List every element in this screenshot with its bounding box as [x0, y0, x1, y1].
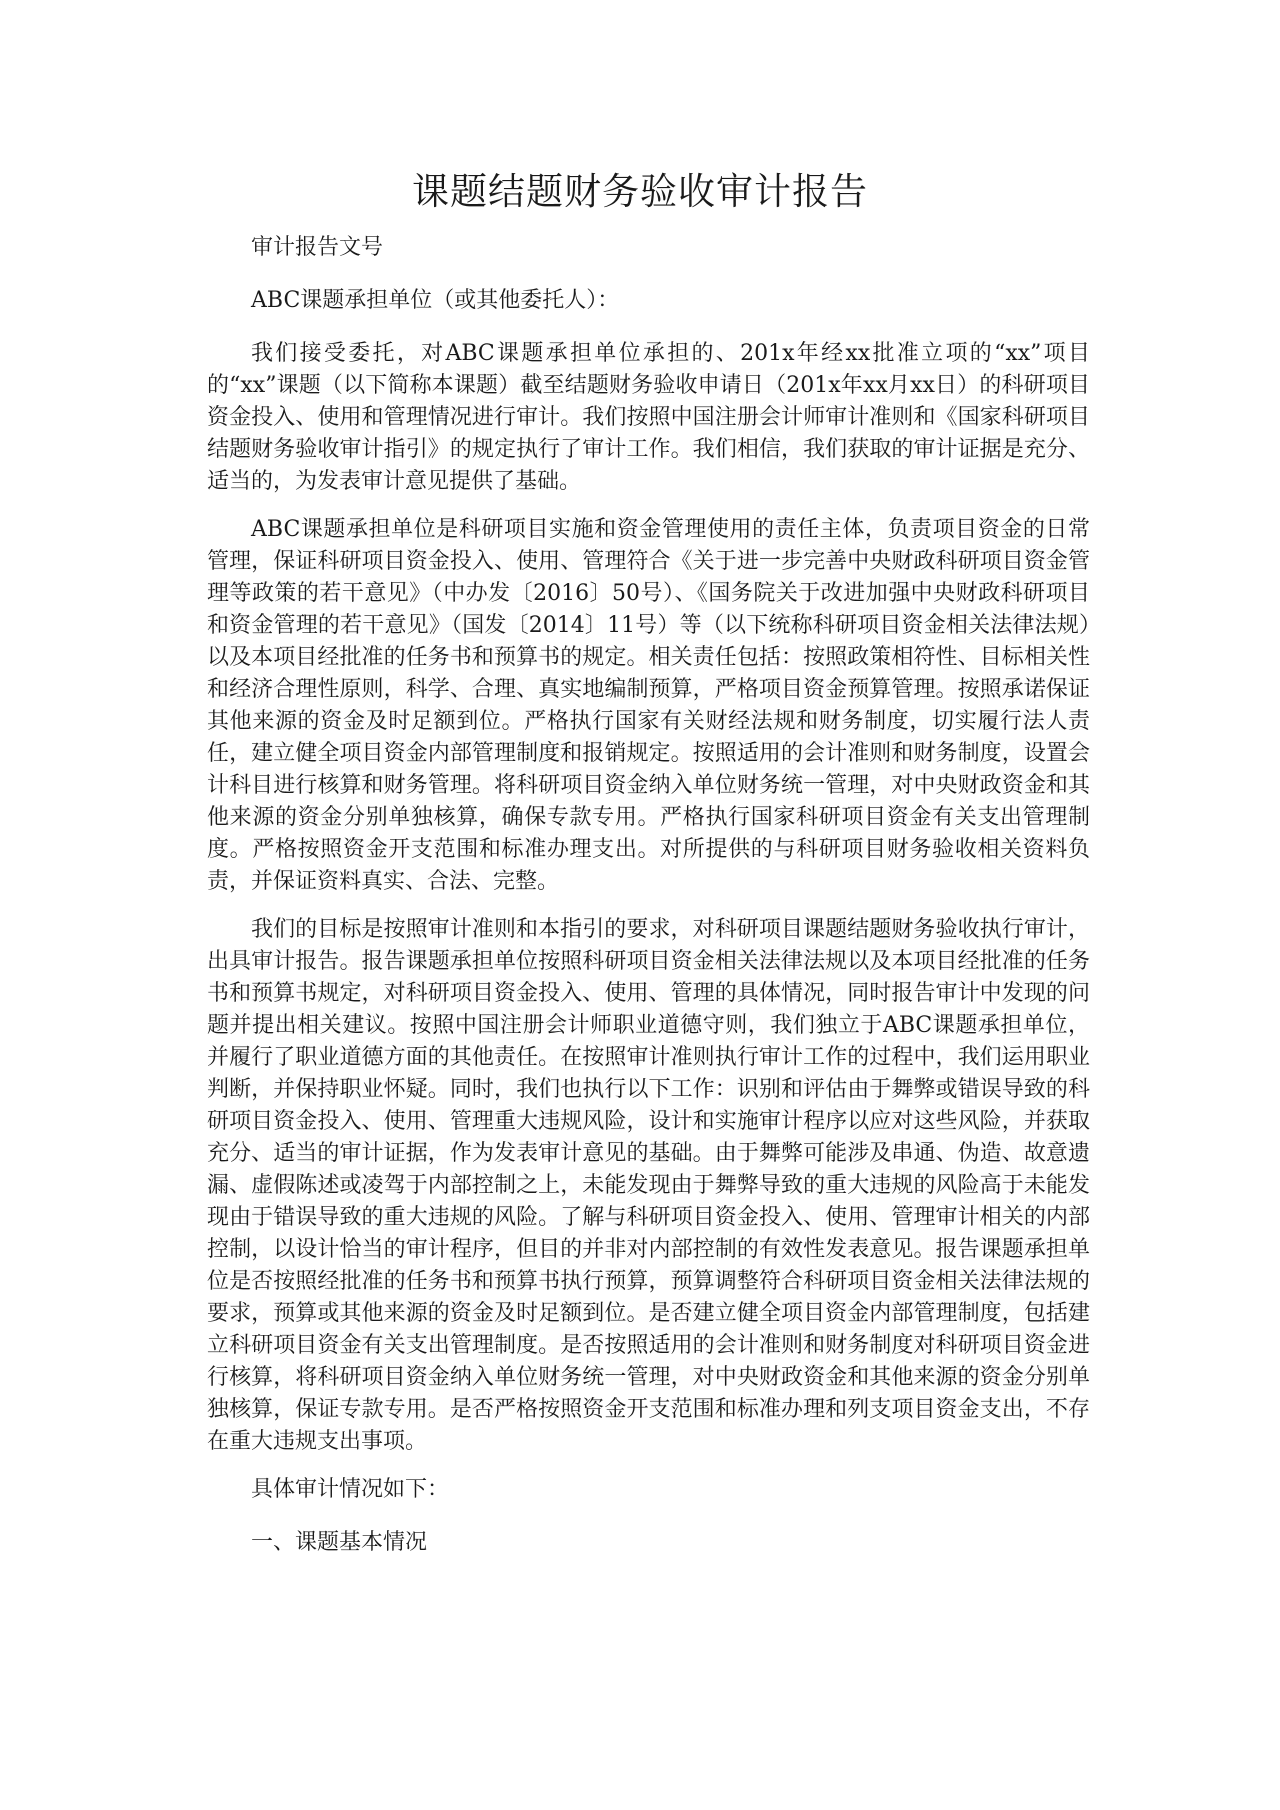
paragraph-engagement: 我们接受委托，对ABC课题承担单位承担的、201x年经xx批准立项的“xx”项目的“xx”课题（以下简称本课题）截至结题财务验收申请日（201x年xx月xx日）的科研项目资金投入、使用和管理情况进行审计。我们按照中国注册会计师审计准则和《国家科研项目结题财务验收审计指引》的规定执行了审计工作。我们相信，我们获取的审计证据是充分、适当的，为发表审计意见提供了基础。 [207, 341, 1090, 494]
section-heading: 一、课题基本情况 [251, 1530, 428, 1555]
paragraph-responsibilities: ABC课题承担单位是科研项目实施和资金管理使用的责任主体，负责项目资金的日常管理，保证科研项目资金投入、使用、管理符合《关于进一步完善中央财政科研项目资金管理等政策的若干意见》（中办发〔2016〕50号）、《国务院关于改进加强中央财政科研项目和资金管理的若干意见》（国发〔2014〕11号）等（以下统称科研项目资金相关法律法规）以及本项目经批准的任务书和预算书的规定。相关责任包括：按照政策相符性、目标相关性和经济合理性原则，科学、合理、真实地编制预算，严格项目资金预算管理。按照承诺保证其他来源的资金及时足额到位。严格执行国家有关财经法规和财务制度，切实履行法人责任，建立健全项目资金内部管理制度和报销规定。按照适用的会计准则和财务制度，设置会计科目进行核算和财务管理。将科研项目资金纳入单位财务统一管理，对中央财政资金和其他来源的资金分别单独核算，确保专款专用。严格执行国家科研项目资金有关支出管理制度。严格按照资金开支范围和标准办理支出。对所提供的与科研项目财务验收相关资料负责，并保证资料真实、合法、完整。 [207, 517, 1090, 894]
document-title: 课题结题财务验收审计报告 [412, 170, 868, 213]
closing-line: 具体审计情况如下： [251, 1477, 450, 1502]
report-number-label: 审计报告文号 [251, 235, 384, 260]
paragraph-objectives: 我们的目标是按照审计准则和本指引的要求，对科研项目课题结题财务验收执行审计，出具审计报告。报告课题承担单位按照科研项目资金相关法律法规以及本项目经批准的任务书和预算书规定，对科研项目资金投入、使用、管理的具体情况，同时报告审计中发现的问题并提出相关建议。按照中国注册会计师职业道德守则，我们独立于ABC课题承担单位，并履行了职业道德方面的其他责任。在按照审计准则执行审计工作的过程中，我们运用职业判断，并保持职业怀疑。同时，我们也执行以下工作：识别和评估由于舞弊或错误导致的科研项目资金投入、使用、管理重大违规风险，设计和实施审计程序以应对这些风险，并获取充分、适当的审计证据，作为发表审计意见的基础。由于舞弊可能涉及串通、伪造、故意遗漏、虚假陈述或凌驾于内部控制之上，未能发现由于舞弊导致的重大违规的风险高于未能发现由于错误导致的重大违规的风险。了解与科研项目资金投入、使用、管理审计相关的内部控制，以设计恰当的审计程序，但目的并非对内部控制的有效性发表意见。报告课题承担单位是否按照经批准的任务书和预算书执行预算，预算调整符合科研项目资金相关法律法规的要求，预算或其他来源的资金及时足额到位。是否建立健全项目资金内部管理制度，包括建立科研项目资金有关支出管理制度。是否按照适用的会计准则和财务制度对科研项目资金进行核算，将科研项目资金纳入单位财务统一管理，对中央财政资金和其他来源的资金分别单独核算，保证专款专用。是否严格按照资金开支范围和标准办理和列支项目资金支出，不存在重大违规支出事项。 [207, 917, 1090, 1454]
addressee-line: ABC课题承担单位（或其他委托人）： [251, 288, 620, 313]
document-body [207, 232, 1090, 1559]
